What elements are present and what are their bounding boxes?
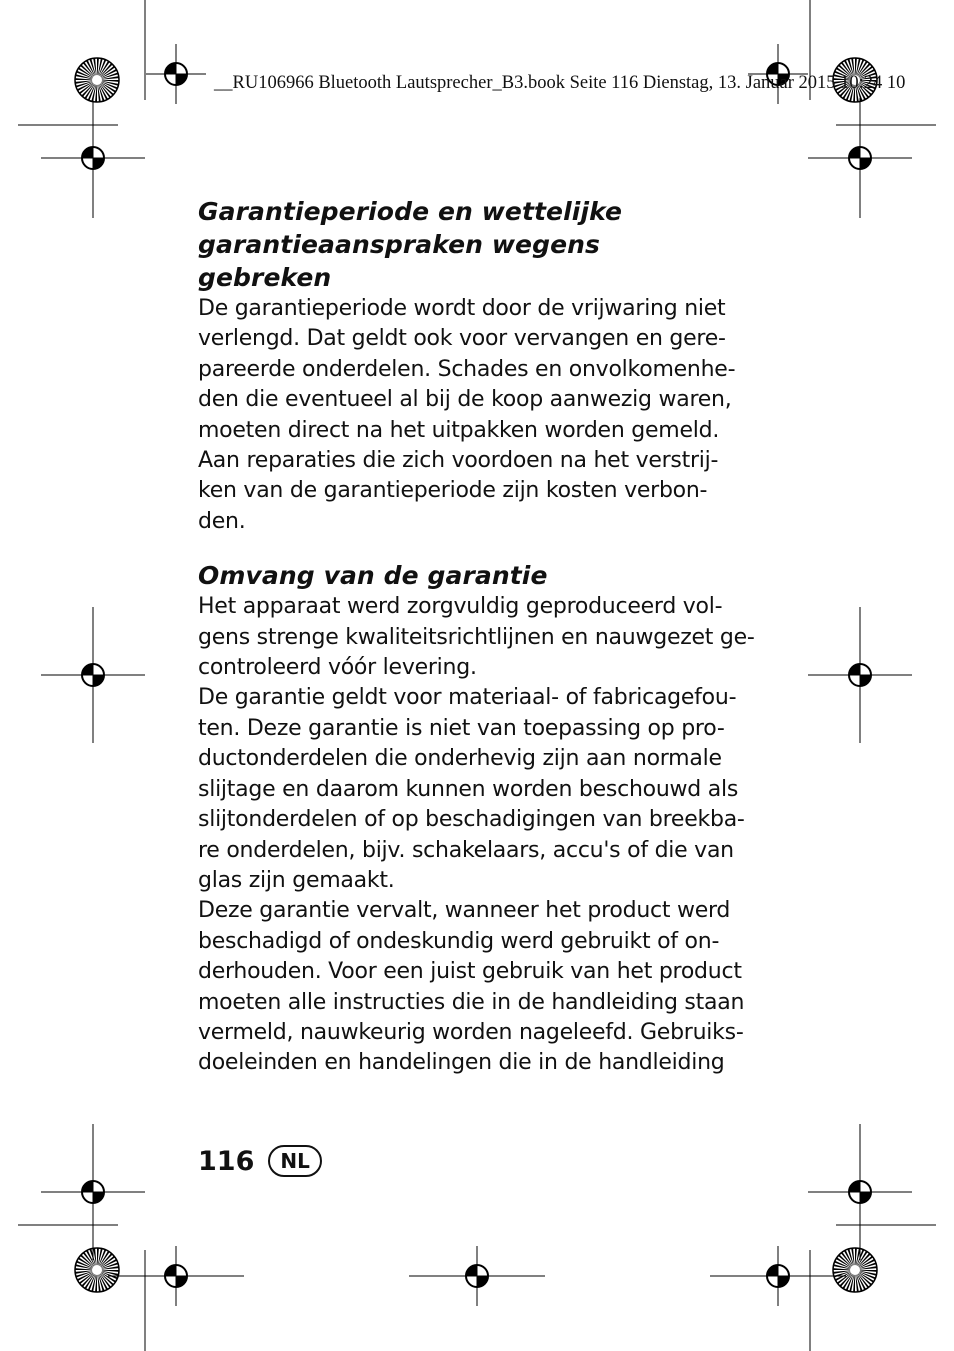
text-line: Deze garantie vervalt, wanneer het product werd <box>198 898 731 924</box>
registration-quadrant <box>82 664 93 675</box>
text-line: vermeld, nauwkeurig worden nageleefd. Gebruiks- <box>198 1019 744 1045</box>
text-line: moeten alle instructies die in de handleiding staan <box>198 989 745 1015</box>
text-line: derhouden. Voor een juist gebruik van het product <box>198 959 742 985</box>
section-heading <box>198 559 758 592</box>
text-line: beschadigd of ondeskundig werd gebruikt of on- <box>198 928 720 954</box>
text-line: slijtage en daarom kunnen worden beschouwd als <box>198 776 739 802</box>
text-line: De garantie geldt voor materiaal- of fabricagefou- <box>198 685 737 711</box>
text-line: Aan reparaties die zich voordoen na het verstrij- <box>198 448 719 474</box>
registration-quadrant <box>860 675 871 686</box>
page-number: 116 <box>198 1145 255 1177</box>
text-line: controleerd vóór levering. <box>198 655 477 681</box>
registration-quadrant <box>165 63 176 74</box>
text-line: slijtonderdelen of op beschadigingen van breekba- <box>198 807 745 833</box>
section-warranty-period <box>198 195 758 537</box>
text-line: ductonderdelen die onderhevig zijn aan normale <box>198 746 722 772</box>
text-line: den die eventueel al bij de koop aanwezig waren, <box>198 387 732 413</box>
text-line: verlengd. Dat geldt ook voor vervangen en gere- <box>198 326 726 352</box>
text-line: ten. Deze garantie is niet van toepassing op pro- <box>198 715 725 741</box>
registration-quadrant <box>176 74 187 85</box>
registration-quadrant <box>778 1276 789 1287</box>
color-wheel-center <box>92 75 102 85</box>
registration-quadrant <box>82 147 93 158</box>
color-wheel-center <box>850 1265 860 1275</box>
paragraph <box>198 294 758 537</box>
text-line: re onderdelen, bijv. schakelaars, accu's of die van <box>198 837 734 863</box>
registration-quadrant <box>860 1192 871 1203</box>
text-line: De garantieperiode wordt door de vrijwaring niet <box>198 296 726 321</box>
text-line: doeleinden en handelingen die in de handleiding <box>198 1050 725 1076</box>
text-line: pareerde onderdelen. Schades en onvolkomenhe- <box>198 356 736 382</box>
heading-line: gebreken <box>198 263 332 292</box>
heading-line: Garantieperiode en wettelijke <box>198 197 623 226</box>
paragraph <box>198 592 758 1079</box>
registration-quadrant <box>466 1265 477 1276</box>
section-warranty-scope <box>198 559 758 1079</box>
text-line: gens strenge kwaliteitsrichtlijnen en nauwgezet ge- <box>198 624 755 650</box>
page-content <box>198 195 758 1079</box>
registration-quadrant <box>860 158 871 169</box>
registration-quadrant <box>849 1181 860 1192</box>
registration-quadrant <box>93 1192 104 1203</box>
registration-quadrant <box>93 158 104 169</box>
registration-quadrant <box>82 1181 93 1192</box>
registration-quadrant <box>849 664 860 675</box>
registration-quadrant <box>477 1276 488 1287</box>
text-line: glas zijn gemaakt. <box>198 867 395 893</box>
text-line: Het apparaat werd zorgvuldig geproduceerd vol- <box>198 594 723 620</box>
registration-quadrant <box>176 1276 187 1287</box>
heading-line: garantieaanspraken wegens <box>198 230 601 259</box>
registration-quadrant <box>93 675 104 686</box>
registration-quadrant <box>767 1265 778 1276</box>
color-wheel-center <box>92 1265 102 1275</box>
section-heading <box>198 195 758 294</box>
print-header: __RU106966 Bluetooth Lautsprecher_B3.book Seite 116 Dienstag, 13. Januar 2015 10:24 10 <box>214 73 906 93</box>
text-line: moeten direct na het uitpakken worden gemeld. <box>198 417 720 443</box>
registration-quadrant <box>849 147 860 158</box>
page-footer <box>198 1145 322 1177</box>
text-line: den. <box>198 508 246 534</box>
heading-line: Omvang van de garantie <box>198 561 548 591</box>
registration-quadrant <box>165 1265 176 1276</box>
language-badge: NL <box>268 1145 321 1177</box>
text-line: ken van de garantieperiode zijn kosten verbon- <box>198 478 708 504</box>
